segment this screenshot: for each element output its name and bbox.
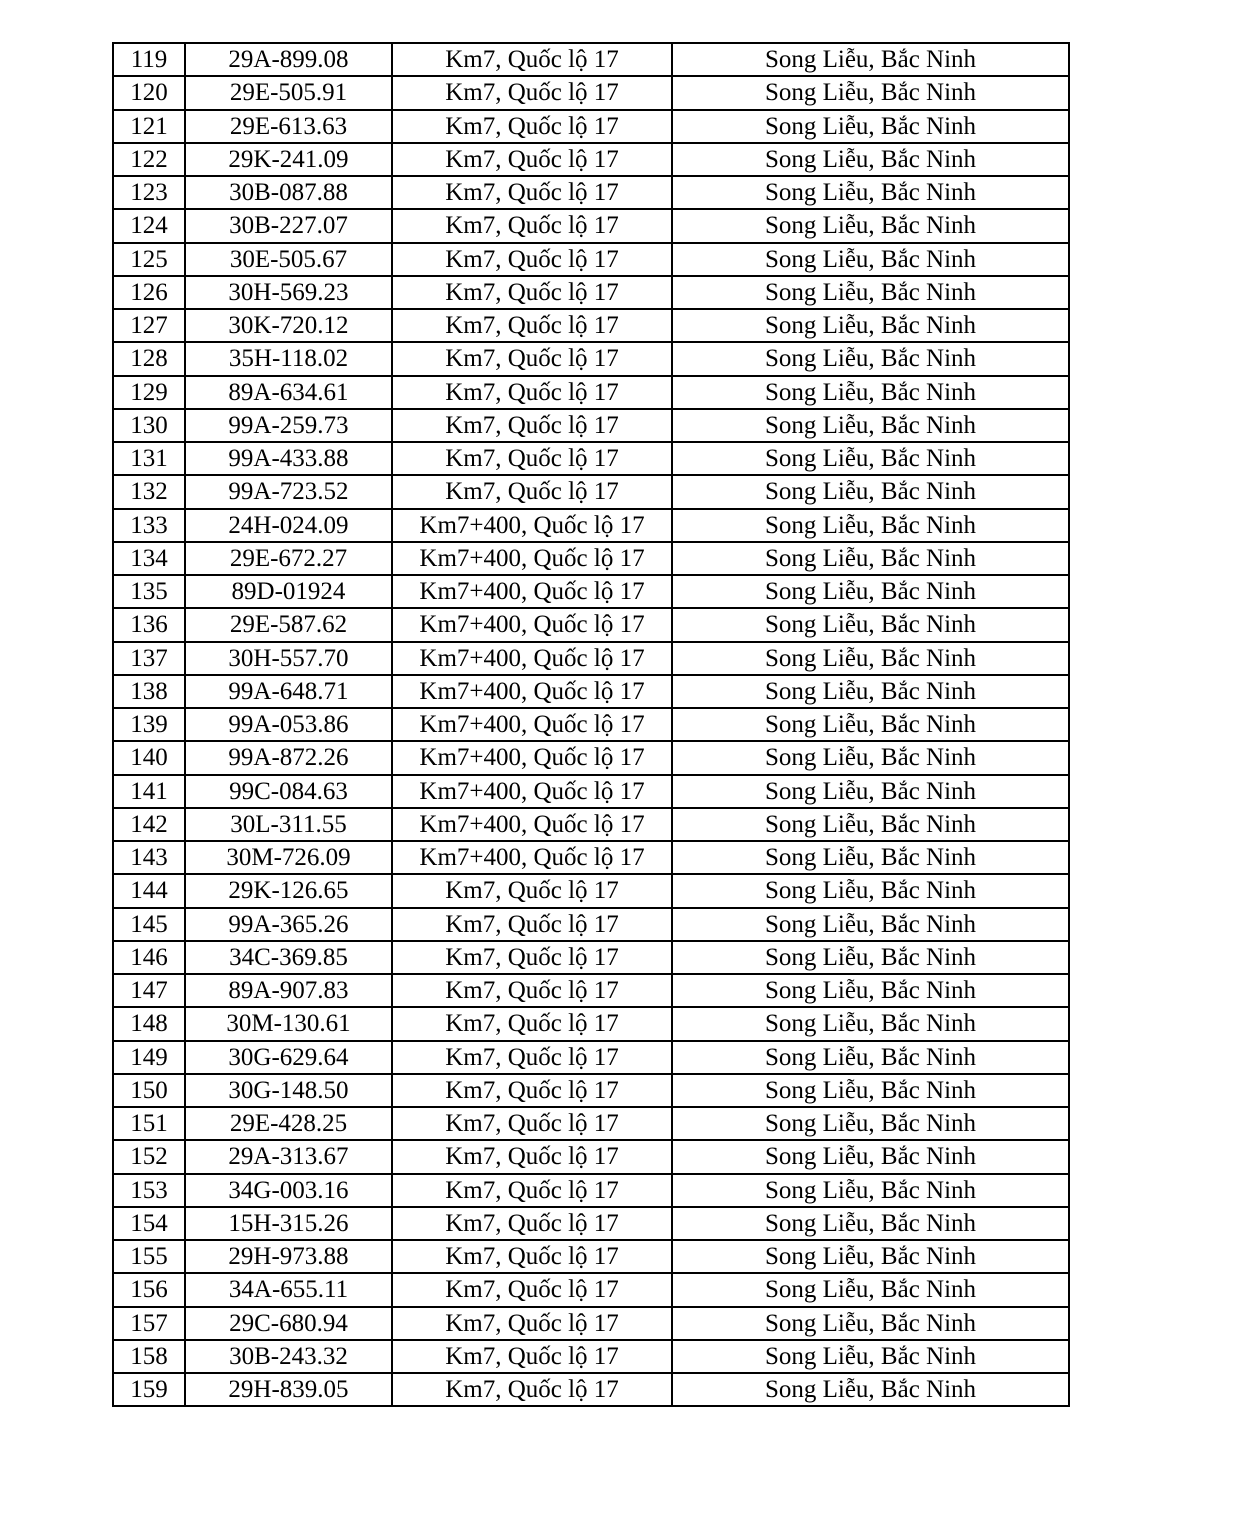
table-row <box>113 475 1069 508</box>
license-plate-cell: 99A-723.52 <box>185 475 392 508</box>
location-cell: Km7, Quốc lộ 17 <box>392 1174 672 1207</box>
license-plate-cell: 29K-241.09 <box>185 143 392 176</box>
row-number-cell: 155 <box>113 1240 185 1273</box>
area-cell: Song Liễu, Bắc Ninh <box>672 908 1069 941</box>
table-row <box>113 608 1069 641</box>
row-number-cell: 134 <box>113 542 185 575</box>
area-cell: Song Liễu, Bắc Ninh <box>672 775 1069 808</box>
row-number-cell: 158 <box>113 1340 185 1373</box>
area-cell: Song Liễu, Bắc Ninh <box>672 1273 1069 1306</box>
license-plate-cell: 30K-720.12 <box>185 309 392 342</box>
area-cell: Song Liễu, Bắc Ninh <box>672 209 1069 242</box>
license-plate-cell: 29E-505.91 <box>185 76 392 109</box>
location-cell: Km7+400, Quốc lộ 17 <box>392 675 672 708</box>
license-plate-cell: 30M-130.61 <box>185 1007 392 1040</box>
license-plate-cell: 29K-126.65 <box>185 874 392 907</box>
table-row <box>113 1041 1069 1074</box>
area-cell: Song Liễu, Bắc Ninh <box>672 741 1069 774</box>
area-cell: Song Liễu, Bắc Ninh <box>672 642 1069 675</box>
table-row <box>113 442 1069 475</box>
location-cell: Km7+400, Quốc lộ 17 <box>392 841 672 874</box>
table-row <box>113 276 1069 309</box>
location-cell: Km7, Quốc lộ 17 <box>392 874 672 907</box>
area-cell: Song Liễu, Bắc Ninh <box>672 941 1069 974</box>
table-row <box>113 974 1069 1007</box>
table-row <box>113 741 1069 774</box>
location-cell: Km7, Quốc lộ 17 <box>392 409 672 442</box>
location-cell: Km7+400, Quốc lộ 17 <box>392 708 672 741</box>
row-number-cell: 152 <box>113 1140 185 1173</box>
area-cell: Song Liễu, Bắc Ninh <box>672 1041 1069 1074</box>
license-plate-cell: 30B-243.32 <box>185 1340 392 1373</box>
license-plate-cell: 15H-315.26 <box>185 1207 392 1240</box>
row-number-cell: 136 <box>113 608 185 641</box>
area-cell: Song Liễu, Bắc Ninh <box>672 43 1069 76</box>
license-plate-cell: 99A-365.26 <box>185 908 392 941</box>
table-row <box>113 376 1069 409</box>
area-cell: Song Liễu, Bắc Ninh <box>672 1373 1069 1406</box>
table-row <box>113 708 1069 741</box>
table-row <box>113 76 1069 109</box>
row-number-cell: 149 <box>113 1041 185 1074</box>
row-number-cell: 153 <box>113 1174 185 1207</box>
area-cell: Song Liễu, Bắc Ninh <box>672 841 1069 874</box>
license-plate-cell: 29E-587.62 <box>185 608 392 641</box>
location-cell: Km7, Quốc lộ 17 <box>392 209 672 242</box>
area-cell: Song Liễu, Bắc Ninh <box>672 243 1069 276</box>
table-row <box>113 176 1069 209</box>
license-plate-cell: 30B-087.88 <box>185 176 392 209</box>
row-number-cell: 127 <box>113 309 185 342</box>
location-cell: Km7, Quốc lộ 17 <box>392 243 672 276</box>
license-plate-cell: 30E-505.67 <box>185 243 392 276</box>
table-row <box>113 143 1069 176</box>
license-plate-cell: 29A-899.08 <box>185 43 392 76</box>
license-plate-cell: 29E-613.63 <box>185 110 392 143</box>
location-cell: Km7+400, Quốc lộ 17 <box>392 542 672 575</box>
area-cell: Song Liễu, Bắc Ninh <box>672 708 1069 741</box>
license-plate-cell: 99C-084.63 <box>185 775 392 808</box>
table-row <box>113 642 1069 675</box>
area-cell: Song Liễu, Bắc Ninh <box>672 974 1069 1007</box>
area-cell: Song Liễu, Bắc Ninh <box>672 342 1069 375</box>
area-cell: Song Liễu, Bắc Ninh <box>672 808 1069 841</box>
table-row <box>113 808 1069 841</box>
license-plate-cell: 29C-680.94 <box>185 1307 392 1340</box>
license-plate-cell: 30L-311.55 <box>185 808 392 841</box>
area-cell: Song Liễu, Bắc Ninh <box>672 509 1069 542</box>
area-cell: Song Liễu, Bắc Ninh <box>672 675 1069 708</box>
area-cell: Song Liễu, Bắc Ninh <box>672 143 1069 176</box>
location-cell: Km7, Quốc lộ 17 <box>392 309 672 342</box>
location-cell: Km7, Quốc lộ 17 <box>392 1041 672 1074</box>
location-cell: Km7, Quốc lộ 17 <box>392 974 672 1007</box>
license-plate-cell: 99A-648.71 <box>185 675 392 708</box>
table-row <box>113 841 1069 874</box>
row-number-cell: 140 <box>113 741 185 774</box>
location-cell: Km7, Quốc lộ 17 <box>392 1140 672 1173</box>
location-cell: Km7, Quốc lộ 17 <box>392 110 672 143</box>
area-cell: Song Liễu, Bắc Ninh <box>672 475 1069 508</box>
table-row <box>113 1007 1069 1040</box>
location-cell: Km7, Quốc lộ 17 <box>392 1273 672 1306</box>
area-cell: Song Liễu, Bắc Ninh <box>672 409 1069 442</box>
row-number-cell: 123 <box>113 176 185 209</box>
area-cell: Song Liễu, Bắc Ninh <box>672 176 1069 209</box>
location-cell: Km7, Quốc lộ 17 <box>392 1307 672 1340</box>
row-number-cell: 154 <box>113 1207 185 1240</box>
row-number-cell: 137 <box>113 642 185 675</box>
area-cell: Song Liễu, Bắc Ninh <box>672 110 1069 143</box>
table-row <box>113 409 1069 442</box>
license-plate-cell: 34G-003.16 <box>185 1174 392 1207</box>
license-plate-cell: 30G-629.64 <box>185 1041 392 1074</box>
table-row <box>113 1107 1069 1140</box>
license-plate-cell: 29E-672.27 <box>185 542 392 575</box>
row-number-cell: 128 <box>113 342 185 375</box>
row-number-cell: 144 <box>113 874 185 907</box>
table-row <box>113 1074 1069 1107</box>
area-cell: Song Liễu, Bắc Ninh <box>672 1240 1069 1273</box>
location-cell: Km7, Quốc lộ 17 <box>392 1007 672 1040</box>
area-cell: Song Liễu, Bắc Ninh <box>672 1007 1069 1040</box>
table-row <box>113 941 1069 974</box>
location-cell: Km7, Quốc lộ 17 <box>392 1340 672 1373</box>
license-plate-cell: 99A-259.73 <box>185 409 392 442</box>
vehicle-table <box>112 42 1070 1407</box>
row-number-cell: 139 <box>113 708 185 741</box>
row-number-cell: 130 <box>113 409 185 442</box>
location-cell: Km7, Quốc lộ 17 <box>392 276 672 309</box>
license-plate-cell: 30H-569.23 <box>185 276 392 309</box>
row-number-cell: 148 <box>113 1007 185 1040</box>
license-plate-cell: 89A-634.61 <box>185 376 392 409</box>
row-number-cell: 156 <box>113 1273 185 1306</box>
location-cell: Km7, Quốc lộ 17 <box>392 342 672 375</box>
row-number-cell: 121 <box>113 110 185 143</box>
row-number-cell: 135 <box>113 575 185 608</box>
table-row <box>113 243 1069 276</box>
table-row <box>113 1140 1069 1173</box>
area-cell: Song Liễu, Bắc Ninh <box>672 1307 1069 1340</box>
license-plate-cell: 99A-433.88 <box>185 442 392 475</box>
table-row <box>113 1373 1069 1406</box>
location-cell: Km7+400, Quốc lộ 17 <box>392 642 672 675</box>
area-cell: Song Liễu, Bắc Ninh <box>672 376 1069 409</box>
area-cell: Song Liễu, Bắc Ninh <box>672 608 1069 641</box>
license-plate-cell: 29H-839.05 <box>185 1373 392 1406</box>
row-number-cell: 131 <box>113 442 185 475</box>
row-number-cell: 125 <box>113 243 185 276</box>
location-cell: Km7+400, Quốc lộ 17 <box>392 741 672 774</box>
license-plate-cell: 30H-557.70 <box>185 642 392 675</box>
row-number-cell: 159 <box>113 1373 185 1406</box>
row-number-cell: 157 <box>113 1307 185 1340</box>
area-cell: Song Liễu, Bắc Ninh <box>672 276 1069 309</box>
row-number-cell: 133 <box>113 509 185 542</box>
area-cell: Song Liễu, Bắc Ninh <box>672 1340 1069 1373</box>
row-number-cell: 132 <box>113 475 185 508</box>
license-plate-cell: 30G-148.50 <box>185 1074 392 1107</box>
row-number-cell: 126 <box>113 276 185 309</box>
table-row <box>113 1307 1069 1340</box>
table-row <box>113 1273 1069 1306</box>
row-number-cell: 147 <box>113 974 185 1007</box>
location-cell: Km7, Quốc lộ 17 <box>392 475 672 508</box>
location-cell: Km7+400, Quốc lộ 17 <box>392 775 672 808</box>
license-plate-cell: 24H-024.09 <box>185 509 392 542</box>
license-plate-cell: 34A-655.11 <box>185 1273 392 1306</box>
table-row <box>113 675 1069 708</box>
row-number-cell: 124 <box>113 209 185 242</box>
table-body <box>113 43 1069 1406</box>
row-number-cell: 142 <box>113 808 185 841</box>
license-plate-cell: 99A-872.26 <box>185 741 392 774</box>
area-cell: Song Liễu, Bắc Ninh <box>672 1107 1069 1140</box>
license-plate-cell: 30M-726.09 <box>185 841 392 874</box>
table-row <box>113 1240 1069 1273</box>
location-cell: Km7, Quốc lộ 17 <box>392 1207 672 1240</box>
table-row <box>113 209 1069 242</box>
table-row <box>113 342 1069 375</box>
area-cell: Song Liễu, Bắc Ninh <box>672 874 1069 907</box>
row-number-cell: 119 <box>113 43 185 76</box>
location-cell: Km7, Quốc lộ 17 <box>392 908 672 941</box>
location-cell: Km7, Quốc lộ 17 <box>392 376 672 409</box>
location-cell: Km7, Quốc lộ 17 <box>392 43 672 76</box>
location-cell: Km7+400, Quốc lộ 17 <box>392 509 672 542</box>
license-plate-cell: 89D-01924 <box>185 575 392 608</box>
location-cell: Km7, Quốc lộ 17 <box>392 1373 672 1406</box>
table-row <box>113 874 1069 907</box>
area-cell: Song Liễu, Bắc Ninh <box>672 1140 1069 1173</box>
table-row <box>113 1174 1069 1207</box>
row-number-cell: 145 <box>113 908 185 941</box>
license-plate-cell: 29H-973.88 <box>185 1240 392 1273</box>
table-row <box>113 1207 1069 1240</box>
area-cell: Song Liễu, Bắc Ninh <box>672 1074 1069 1107</box>
area-cell: Song Liễu, Bắc Ninh <box>672 442 1069 475</box>
license-plate-cell: 89A-907.83 <box>185 974 392 1007</box>
location-cell: Km7, Quốc lộ 17 <box>392 941 672 974</box>
location-cell: Km7+400, Quốc lộ 17 <box>392 575 672 608</box>
location-cell: Km7, Quốc lộ 17 <box>392 1074 672 1107</box>
row-number-cell: 151 <box>113 1107 185 1140</box>
area-cell: Song Liễu, Bắc Ninh <box>672 309 1069 342</box>
table-row <box>113 908 1069 941</box>
location-cell: Km7, Quốc lộ 17 <box>392 442 672 475</box>
table-row <box>113 309 1069 342</box>
row-number-cell: 129 <box>113 376 185 409</box>
license-plate-cell: 30B-227.07 <box>185 209 392 242</box>
table-row <box>113 542 1069 575</box>
location-cell: Km7, Quốc lộ 17 <box>392 1107 672 1140</box>
area-cell: Song Liễu, Bắc Ninh <box>672 575 1069 608</box>
license-plate-cell: 34C-369.85 <box>185 941 392 974</box>
table-row <box>113 1340 1069 1373</box>
license-plate-cell: 29E-428.25 <box>185 1107 392 1140</box>
area-cell: Song Liễu, Bắc Ninh <box>672 76 1069 109</box>
license-plate-cell: 99A-053.86 <box>185 708 392 741</box>
location-cell: Km7, Quốc lộ 17 <box>392 76 672 109</box>
row-number-cell: 143 <box>113 841 185 874</box>
table-row <box>113 110 1069 143</box>
table-row <box>113 575 1069 608</box>
row-number-cell: 122 <box>113 143 185 176</box>
location-cell: Km7+400, Quốc lộ 17 <box>392 608 672 641</box>
row-number-cell: 146 <box>113 941 185 974</box>
location-cell: Km7, Quốc lộ 17 <box>392 1240 672 1273</box>
location-cell: Km7, Quốc lộ 17 <box>392 143 672 176</box>
row-number-cell: 120 <box>113 76 185 109</box>
license-plate-cell: 35H-118.02 <box>185 342 392 375</box>
area-cell: Song Liễu, Bắc Ninh <box>672 542 1069 575</box>
table-row <box>113 43 1069 76</box>
row-number-cell: 141 <box>113 775 185 808</box>
license-plate-cell: 29A-313.67 <box>185 1140 392 1173</box>
location-cell: Km7, Quốc lộ 17 <box>392 176 672 209</box>
location-cell: Km7+400, Quốc lộ 17 <box>392 808 672 841</box>
area-cell: Song Liễu, Bắc Ninh <box>672 1174 1069 1207</box>
area-cell: Song Liễu, Bắc Ninh <box>672 1207 1069 1240</box>
row-number-cell: 150 <box>113 1074 185 1107</box>
row-number-cell: 138 <box>113 675 185 708</box>
table-row <box>113 775 1069 808</box>
table-row <box>113 509 1069 542</box>
